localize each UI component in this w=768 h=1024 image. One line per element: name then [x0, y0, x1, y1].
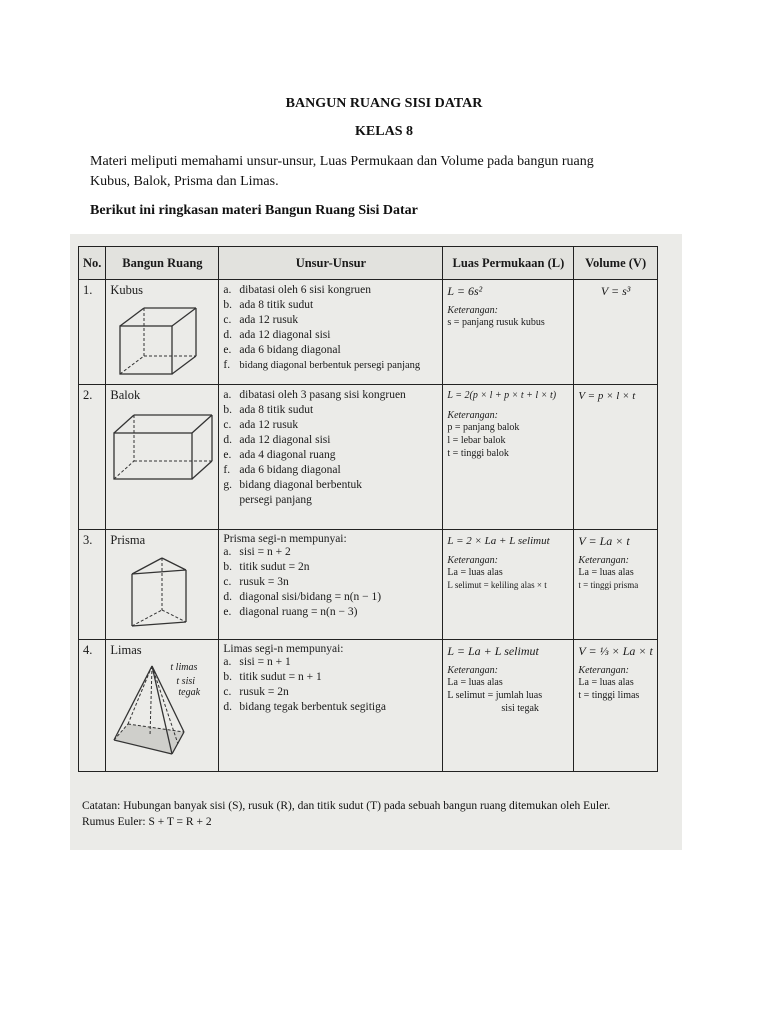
- table-row: [79, 280, 658, 385]
- list-item: [223, 328, 438, 343]
- keterangan-label: Keterangan:: [447, 555, 498, 566]
- item-text: ada 12 diagonal sisi: [239, 434, 331, 446]
- intro-line-2: Kubus, Balok, Prisma dan Limas.: [90, 174, 279, 189]
- list-item: [223, 463, 438, 478]
- item-text: dibatasi oleh 6 sisi kongruen: [239, 284, 371, 296]
- list-item: [223, 590, 438, 605]
- item-letter: a.: [223, 656, 232, 668]
- euler-formula: Rumus Euler: S + T = R + 2: [82, 816, 212, 828]
- item-letter: a.: [223, 389, 232, 401]
- list-item: [223, 655, 438, 670]
- shape-name: Prisma: [110, 533, 146, 547]
- table-row: [79, 530, 658, 640]
- list-item: [223, 670, 438, 685]
- item-letter: a.: [223, 546, 232, 558]
- intro-line-1: Materi meliputi memahami unsur-unsur, Luas Permukaan dan Volume pada bangun ruang: [90, 154, 594, 169]
- keterangan-label: Keterangan:: [578, 665, 629, 676]
- header-volume: Volume (V): [574, 247, 657, 280]
- item-letter: [223, 493, 239, 508]
- item-text: ada 8 titik sudut: [239, 404, 314, 416]
- header-unsur: Unsur-Unsur: [219, 247, 443, 280]
- unsur-cell: [219, 385, 443, 530]
- table-header-row: [79, 247, 658, 280]
- list-item: [223, 575, 438, 590]
- document-subtitle: KELAS 8: [355, 124, 413, 139]
- item-text: bidang diagonal berbentuk persegi panjang: [239, 360, 421, 371]
- item-text: diagonal ruang = n(n − 3): [239, 606, 358, 618]
- item-text: rusuk = 2n: [239, 686, 289, 698]
- shape-name: Balok: [110, 388, 141, 402]
- list-item: [223, 545, 438, 560]
- keterangan-line: La = luas alas: [447, 567, 503, 578]
- volume-formula: V = p × l × t: [578, 390, 636, 402]
- header-no: No.: [79, 247, 106, 280]
- list-intro: Limas segi-n mempunyai:: [223, 643, 344, 655]
- luas-formula: L = 6s²: [447, 284, 483, 298]
- shape-cell: [106, 280, 219, 385]
- summary-table: [78, 246, 658, 772]
- keterangan-label: Keterangan:: [447, 410, 498, 421]
- keterangan-line: L selimut = keliling alas × t: [447, 580, 547, 590]
- list-item: [223, 700, 438, 715]
- row-number: 4.: [79, 640, 106, 772]
- volume-cell: [574, 530, 657, 640]
- keterangan-label: Keterangan:: [447, 305, 498, 316]
- header-luas-permukaan: Luas Permukaan (L): [443, 247, 574, 280]
- item-letter: f.: [223, 464, 231, 476]
- keterangan-line: t = tinggi prisma: [578, 580, 639, 590]
- list-item: [223, 403, 438, 418]
- keterangan-line: La = luas alas: [578, 567, 634, 578]
- item-text: titik sudut = 2n: [239, 561, 310, 573]
- item-letter: d.: [223, 434, 233, 446]
- list-item: [223, 605, 438, 620]
- luas-cell: [443, 640, 574, 772]
- list-item: [223, 388, 438, 403]
- item-text: ada 12 diagonal sisi: [239, 329, 331, 341]
- table-row: [79, 385, 658, 530]
- item-letter: e.: [223, 344, 232, 356]
- item-text: ada 6 bidang diagonal: [239, 464, 341, 476]
- volume-cell: [574, 280, 657, 385]
- item-letter: e.: [223, 606, 232, 618]
- luas-cell: [443, 280, 574, 385]
- tegak-label: tegak: [178, 687, 201, 698]
- list-item: [223, 685, 438, 700]
- keterangan-label: Keterangan:: [447, 665, 498, 676]
- keterangan-line: l = lebar balok: [447, 435, 506, 446]
- keterangan-label: Keterangan:: [578, 555, 629, 566]
- row-number: 2.: [79, 385, 106, 530]
- keterangan-line: La = luas alas: [447, 677, 503, 688]
- item-letter: e.: [223, 449, 232, 461]
- keterangan-line: t = tinggi limas: [578, 690, 640, 701]
- shape-name: Kubus: [110, 283, 144, 297]
- item-letter: c.: [223, 686, 232, 698]
- list-item: [223, 478, 438, 493]
- list-item: [223, 493, 438, 508]
- euler-note: Catatan: Hubungan banyak sisi (S), rusuk (R), dan titik sudut (T) pada sebuah bangun ruang ditemukan oleh Euler.: [82, 800, 611, 812]
- luas-formula: L = 2 × La + L selimut: [447, 535, 550, 547]
- shape-name: Limas: [110, 643, 142, 657]
- cuboid-drawing: [110, 407, 214, 487]
- row-number: 1.: [79, 280, 106, 385]
- luas-formula: L = La + L selimut: [447, 644, 539, 658]
- item-text: sisi = n + 2: [239, 546, 291, 558]
- item-letter: b.: [223, 299, 233, 311]
- keterangan-line: sisi tegak: [501, 703, 539, 714]
- item-letter: d.: [223, 701, 233, 713]
- list-item: [223, 283, 438, 298]
- prism-drawing: [110, 552, 210, 632]
- list-item: [223, 343, 438, 358]
- item-letter: b.: [223, 561, 233, 573]
- luas-cell: [443, 530, 574, 640]
- keterangan-line: p = panjang balok: [447, 422, 520, 433]
- item-letter: d.: [223, 329, 233, 341]
- cube-drawing: [110, 302, 206, 378]
- t-limas-label: t limas: [170, 662, 198, 673]
- list-item: [223, 358, 438, 373]
- keterangan-line: t = tinggi balok: [447, 448, 509, 459]
- luas-cell: [443, 385, 574, 530]
- keterangan-line: L selimut = jumlah luas: [447, 690, 543, 701]
- summary-lead: Berikut ini ringkasan materi Bangun Ruang Sisi Datar: [90, 203, 418, 218]
- item-text: persegi panjang: [239, 494, 312, 506]
- intro-paragraph: [90, 152, 690, 192]
- shape-cell: [106, 640, 219, 772]
- row-number: 3.: [79, 530, 106, 640]
- volume-cell: [574, 385, 657, 530]
- volume-formula: V = s³: [600, 284, 631, 298]
- list-item: [223, 298, 438, 313]
- list-item: [223, 433, 438, 448]
- list-item: [223, 560, 438, 575]
- list-intro: Prisma segi-n mempunyai:: [223, 533, 347, 545]
- item-text: ada 12 rusuk: [239, 419, 299, 431]
- item-text: bidang tegak berbentuk segitiga: [239, 701, 386, 713]
- unsur-cell: [219, 280, 443, 385]
- item-letter: d.: [223, 591, 233, 603]
- item-letter: f.: [223, 359, 231, 371]
- header-bangun-ruang: Bangun Ruang: [106, 247, 219, 280]
- shape-cell: [106, 385, 219, 530]
- item-text: titik sudut = n + 1: [239, 671, 322, 683]
- item-letter: b.: [223, 671, 233, 683]
- item-letter: c.: [223, 576, 232, 588]
- luas-formula: L = 2(p × l + p × t + l × t): [447, 390, 557, 401]
- item-letter: a.: [223, 284, 232, 296]
- item-text: ada 4 diagonal ruang: [239, 449, 336, 461]
- list-item: [223, 418, 438, 433]
- volume-formula: V = ⅓ × La × t: [578, 644, 653, 658]
- item-letter: g.: [223, 479, 233, 491]
- item-letter: c.: [223, 314, 232, 326]
- t-sisi-label: t sisi: [176, 676, 196, 687]
- volume-formula: V = La × t: [578, 534, 630, 548]
- list-item: [223, 313, 438, 328]
- document-title: BANGUN RUANG SISI DATAR: [285, 96, 483, 111]
- item-text: ada 6 bidang diagonal: [239, 344, 341, 356]
- item-text: ada 8 titik sudut: [239, 299, 314, 311]
- pyramid-drawing: [110, 662, 210, 758]
- item-text: rusuk = 3n: [239, 576, 289, 588]
- unsur-cell: [219, 530, 443, 640]
- unsur-cell: [219, 640, 443, 772]
- item-letter: c.: [223, 419, 232, 431]
- table-row: [79, 640, 658, 772]
- keterangan-line: La = luas alas: [578, 677, 634, 688]
- item-letter: b.: [223, 404, 233, 416]
- scanned-summary-table-image: [70, 234, 682, 850]
- keterangan-line: s = panjang rusuk kubus: [447, 317, 545, 328]
- volume-cell: [574, 640, 657, 772]
- item-text: bidang diagonal berbentuk: [239, 479, 363, 491]
- item-text: dibatasi oleh 3 pasang sisi kongruen: [239, 389, 406, 401]
- item-text: ada 12 rusuk: [239, 314, 299, 326]
- shape-cell: [106, 530, 219, 640]
- item-text: diagonal sisi/bidang = n(n − 1): [239, 591, 382, 603]
- item-text: sisi = n + 1: [239, 656, 291, 668]
- list-item: [223, 448, 438, 463]
